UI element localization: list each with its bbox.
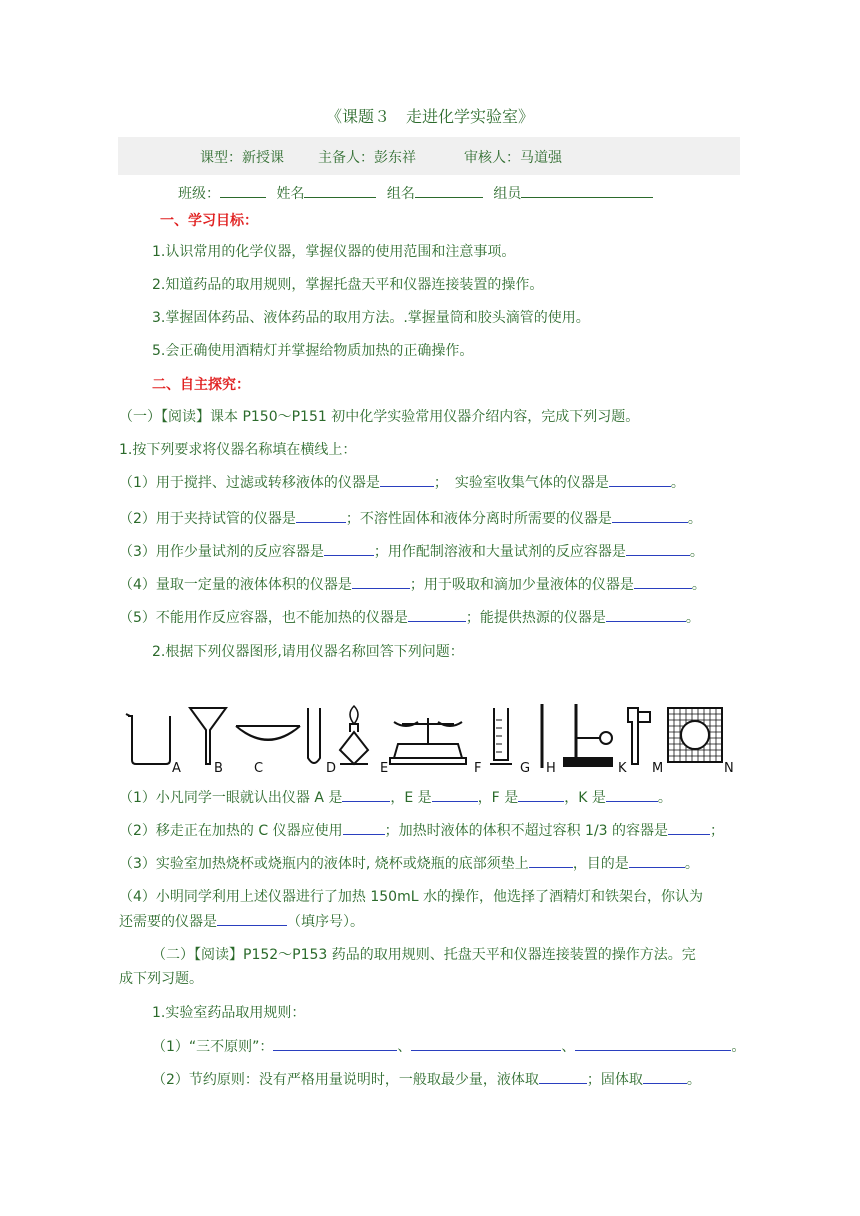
test-tube-icon [308, 708, 320, 763]
class-label: 班级： [178, 186, 220, 202]
answer-blank[interactable] [606, 789, 658, 802]
label-e: E [380, 761, 389, 776]
name-blank[interactable] [304, 185, 376, 198]
reviewer: 审核人：马道强 [464, 150, 562, 166]
label-g: G [520, 761, 531, 776]
balance-icon [394, 744, 462, 758]
q2-line-2: （2）移走正在加热的 C 仪器应使用 ；加热时液体的体积不超过容积 1/3 的容器是 ； [119, 823, 725, 839]
part1-intro: （一）【阅读】课本 P150～P151 初中化学实验常用仪器介绍内容，完成下列习题。 [119, 409, 640, 425]
goal-item: 1.认识常用的化学仪器，掌握仪器的使用范围和注意事项。 [152, 244, 516, 260]
info-row [178, 183, 653, 203]
section2-heading: 二、自主探究： [152, 377, 250, 393]
q2-line-1: （1）小凡同学一眼就认出仪器 A 是 ，E 是 ，F 是 ，K 是 。 [119, 790, 672, 806]
part2-intro-b: 成下列习题。 [119, 971, 203, 987]
page-title: 《课题３ 走进化学实验室》 [325, 107, 534, 126]
evaporating-dish-icon [236, 726, 300, 740]
class-blank[interactable] [220, 185, 266, 198]
label-h: H [546, 761, 556, 776]
answer-blank[interactable] [324, 543, 374, 556]
answer-blank[interactable] [539, 1071, 587, 1084]
section1-heading: 一、学习目标： [160, 213, 258, 229]
answer-blank[interactable] [273, 1038, 397, 1051]
answer-blank[interactable] [643, 1071, 687, 1084]
p2-q1-line-1: （1）“三不原则”： 、 、 。 [152, 1039, 746, 1055]
answer-blank[interactable] [575, 1038, 731, 1051]
answer-blank[interactable] [343, 822, 385, 835]
answer-blank[interactable] [634, 576, 692, 589]
instrument-figure [118, 698, 742, 776]
funnel-icon [190, 708, 226, 764]
answer-blank[interactable] [629, 855, 685, 868]
label-f: F [474, 761, 482, 776]
q1-line-3: （3）用作少量试剂的反应容器是 ；用作配制溶液和大量试剂的反应容器是 。 [119, 544, 704, 560]
answer-blank[interactable] [609, 474, 671, 487]
members-blank[interactable] [521, 185, 653, 198]
label-k: K [618, 761, 627, 776]
label-n: N [724, 761, 734, 776]
answer-blank[interactable] [296, 510, 346, 523]
answer-blank[interactable] [612, 510, 688, 523]
answer-blank[interactable] [606, 609, 686, 622]
label-a: A [172, 761, 181, 776]
beaker-icon [128, 716, 170, 764]
answer-blank[interactable] [432, 789, 478, 802]
q1-line-2: （2）用于夹持试管的仪器是 ；不溶性固体和液体分离时所需要的仪器是 。 [119, 511, 702, 527]
answer-blank[interactable] [668, 822, 710, 835]
alcohol-lamp-icon [340, 732, 368, 764]
q2-line-3: （3）实验室加热烧杯或烧瓶内的液体时, 烧杯或烧瓶的底部须垫上 ，目的是 。 [119, 856, 699, 872]
q2-line-4a: （4）小明同学利用上述仪器进行了加热 150mL 水的操作，他选择了酒精灯和铁架台，你认为 [119, 889, 703, 905]
answer-blank[interactable] [408, 609, 466, 622]
part2-intro-a: （二）【阅读】P152～P153 药品的取用规则、托盘天平和仪器连接装置的操作方法。完 [152, 947, 696, 963]
label-b: B [214, 761, 223, 776]
answer-blank[interactable] [380, 474, 434, 487]
q2-title: 2.根据下列仪器图形,请用仪器名称回答下列问题： [152, 644, 464, 660]
name-label: 姓名 [276, 186, 305, 202]
answer-blank[interactable] [352, 576, 410, 589]
group-blank[interactable] [415, 185, 483, 198]
goal-item: 2.知道药品的取用规则，掌握托盘天平和仪器连接装置的操作。 [152, 277, 544, 293]
preparer: 主备人：彭东祥 [318, 150, 416, 166]
answer-blank[interactable] [217, 913, 287, 926]
lesson-type: 课型：新授课 [200, 150, 284, 166]
members-label: 组员 [493, 186, 522, 202]
label-c: C [254, 761, 264, 776]
answer-blank[interactable] [626, 543, 690, 556]
goal-item: 5.会正确使用酒精灯并掌握给物质加热的正确操作。 [152, 343, 474, 359]
answer-blank[interactable] [518, 789, 564, 802]
answer-blank[interactable] [342, 789, 390, 802]
q1-title: 1.按下列要求将仪器名称填在横线上： [119, 442, 357, 458]
q1-line-1: （1）用于搅拌、过滤或转移液体的仪器是 ； 实验室收集气体的仪器是 。 [119, 475, 685, 491]
q1-line-5: （5）不能用作反应容器，也不能加热的仪器是 ；能提供热源的仪器是 。 [119, 610, 700, 626]
answer-blank[interactable] [411, 1038, 561, 1051]
group-label: 组名 [386, 186, 415, 202]
test-tube-clamp-icon [628, 708, 638, 764]
label-m: M [652, 761, 664, 776]
goal-item: 3.掌握固体药品、液体药品的取用方法。.掌握量筒和胶头滴管的使用。 [152, 310, 590, 326]
q2-line-4b: 还需要的仪器是 （填序号）。 [119, 914, 364, 930]
p2-q1-title: 1.实验室药品取用规则： [152, 1005, 306, 1021]
answer-blank[interactable] [529, 855, 573, 868]
p2-q1-line-2: （2）节约原则：没有严格用量说明时，一般取最少量，液体取 ；固体取 。 [152, 1072, 701, 1088]
q1-line-4: （4）量取一定量的液体体积的仪器是 ；用于吸取和滴加少量液体的仪器是 。 [119, 577, 706, 593]
label-d: D [326, 761, 337, 776]
